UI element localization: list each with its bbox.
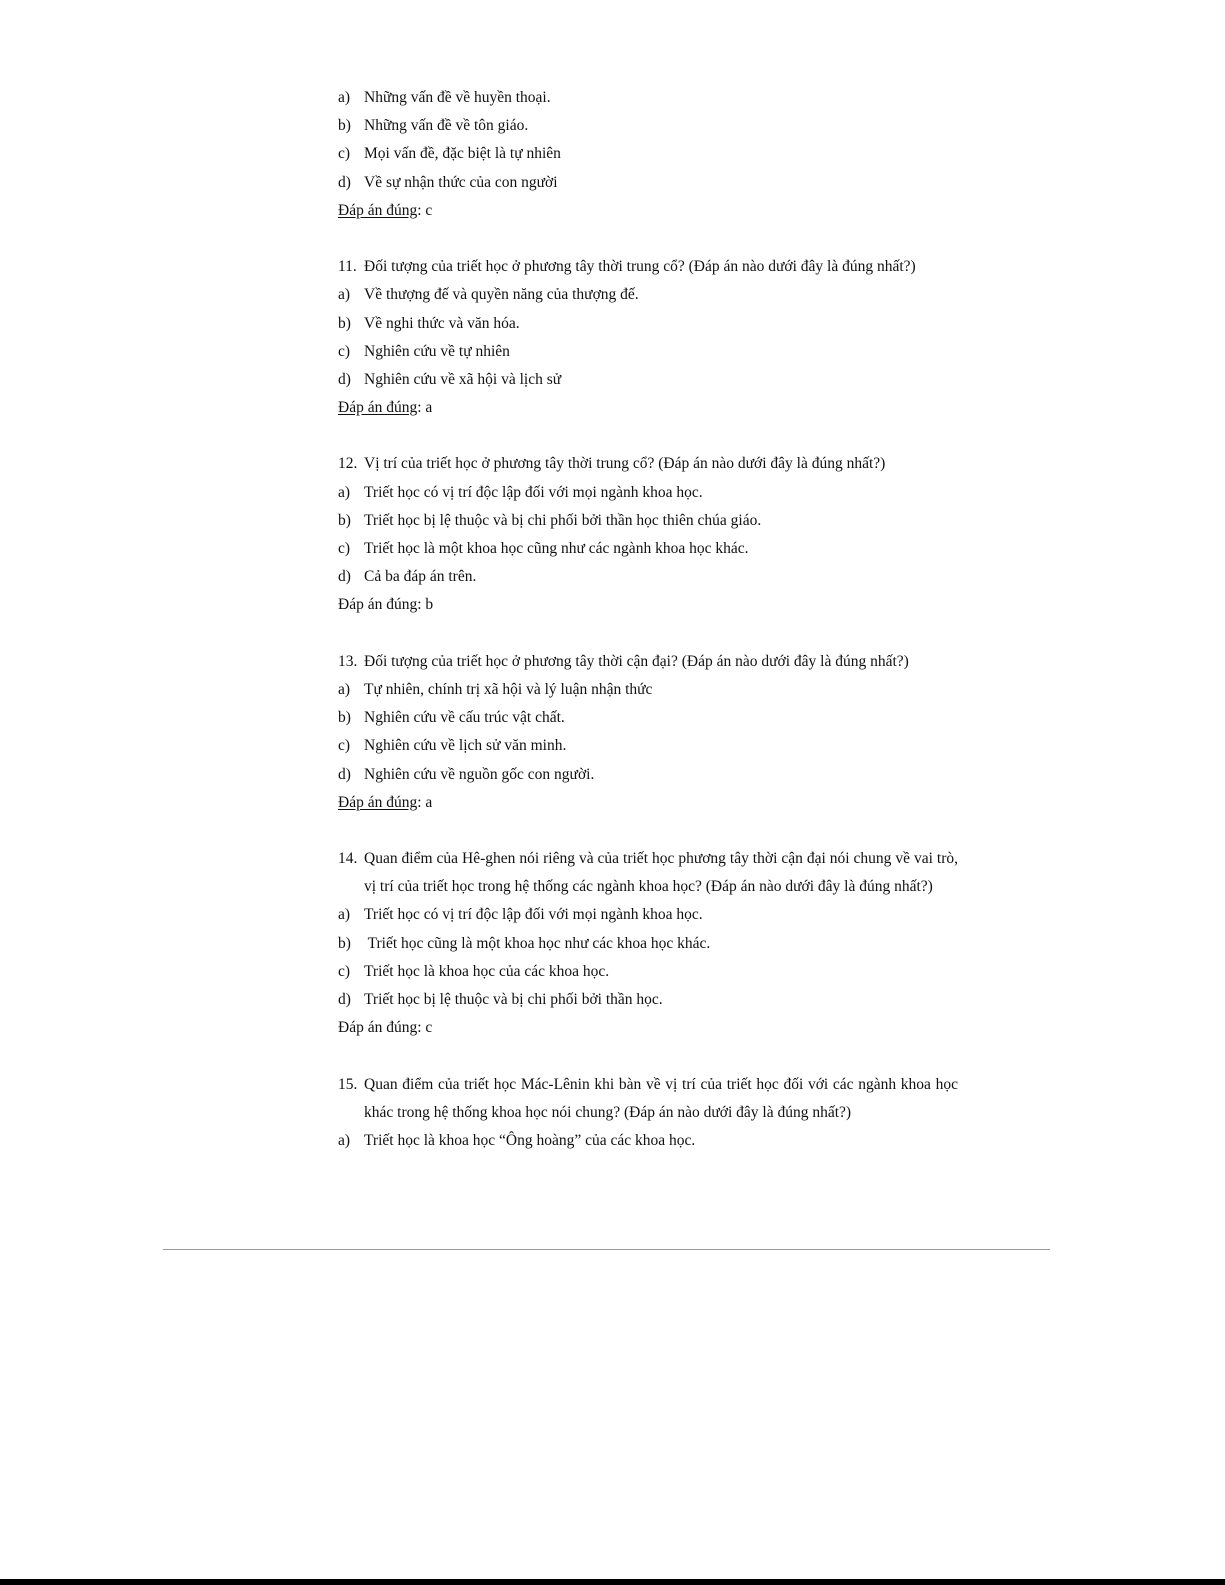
option-text: Những vấn đề về tôn giáo. — [364, 117, 529, 135]
option-marker: a) — [338, 1132, 351, 1149]
question-14 — [338, 845, 958, 901]
option-text: Nghiên cứu về nguồn gốc con người. — [364, 765, 595, 783]
spacer — [338, 422, 958, 450]
answer-line — [338, 591, 958, 619]
question-number: 11. — [338, 258, 357, 276]
answer-label: Đáp án đúng — [338, 201, 418, 219]
question-text: Đối tượng của triết học ở phương tây thời trung cổ? (Đáp án nào dưới đây là đúng nhất?) — [364, 258, 916, 276]
option-b — [338, 112, 958, 140]
option-marker: c) — [338, 737, 351, 755]
footer-divider — [163, 1249, 1050, 1250]
question-text: Đối tượng của triết học ở phương tây thời cận đại? (Đáp án nào dưới đây là đúng nhất?) — [364, 652, 909, 670]
document-content — [338, 84, 958, 1155]
answer-label: Đáp án đúng — [338, 596, 418, 614]
answer-value: : b — [417, 596, 434, 614]
answer-value: : a — [417, 793, 433, 811]
answer-line — [338, 197, 958, 225]
question-11 — [338, 253, 958, 281]
question-15 — [338, 1071, 958, 1127]
question-number: 13. — [338, 652, 358, 670]
answer-value: : c — [417, 201, 433, 219]
option-text: Nghiên cứu về xã hội và lịch sử — [364, 370, 562, 388]
option-text: Về sự nhận thức của con người — [364, 173, 558, 191]
answer-label: Đáp án đúng — [338, 399, 418, 417]
option-text: Nghiên cứu về tự nhiên — [364, 342, 510, 360]
option-d — [338, 761, 958, 789]
option-d — [338, 366, 958, 394]
question-number: 14. — [338, 850, 358, 868]
option-b — [338, 704, 958, 732]
option-d — [338, 563, 958, 591]
option-marker: c) — [338, 962, 351, 980]
option-a — [338, 1127, 958, 1155]
answer-value: : c — [417, 1019, 433, 1037]
option-text: Tự nhiên, chính trị xã hội và lý luận nhận thức — [364, 680, 653, 698]
option-marker: b) — [338, 117, 351, 135]
option-b — [338, 930, 958, 958]
option-marker: b) — [338, 314, 351, 332]
option-text: Về thượng đế và quyền năng của thượng đế. — [364, 286, 639, 304]
option-marker: c) — [338, 145, 351, 163]
question-13 — [338, 648, 958, 676]
option-a — [338, 281, 958, 309]
option-a — [338, 901, 958, 929]
option-text: Triết học là khoa học của các khoa học. — [364, 962, 610, 980]
answer-line — [338, 394, 958, 422]
option-text: Triết học có vị trí độc lập đối với mọi ngành khoa học. — [364, 906, 703, 924]
option-marker: b) — [338, 709, 351, 727]
question-12 — [338, 450, 958, 478]
option-text: Triết học cũng là một khoa học như các khoa học khác. — [364, 934, 711, 952]
option-c — [338, 958, 958, 986]
option-d — [338, 986, 958, 1014]
bottom-edge-bar — [0, 1579, 1225, 1585]
option-marker: b) — [338, 934, 351, 952]
option-text: Nghiên cứu về cấu trúc vật chất. — [364, 709, 565, 727]
option-d — [338, 169, 958, 197]
option-marker: c) — [338, 540, 351, 557]
question-text: Quan điểm của Hê-ghen nói riêng và của triết học phương tây thời cận đại nói chung về vai trò, vị trí của triết học trong hệ thống các ngành khoa học? (Đáp án nào dưới đây là đúng nhất?) — [364, 850, 958, 896]
answer-value: : a — [417, 399, 433, 417]
option-marker: b) — [338, 511, 351, 529]
option-c — [338, 732, 958, 760]
option-b — [338, 507, 958, 535]
option-marker: d) — [338, 370, 351, 388]
option-text: Triết học có vị trí độc lập đối với mọi ngành khoa học. — [364, 483, 703, 501]
option-text: Về nghi thức và văn hóa. — [364, 314, 520, 332]
option-a — [338, 479, 958, 507]
answer-label: Đáp án đúng — [338, 793, 418, 811]
answer-label: Đáp án đúng — [338, 1019, 418, 1037]
option-text: Triết học bị lệ thuộc và bị chi phối bởi thần học thiên chúa giáo. — [364, 511, 762, 529]
option-c — [338, 535, 958, 563]
spacer — [338, 620, 958, 648]
option-marker: d) — [338, 765, 351, 783]
spacer — [338, 817, 958, 845]
option-text: Triết học là một khoa học cũng như các ngành khoa học khác. — [364, 540, 749, 557]
question-text: Vị trí của triết học ở phương tây thời trung cổ? (Đáp án nào dưới đây là đúng nhất?) — [364, 455, 886, 473]
answer-line — [338, 789, 958, 817]
option-c — [338, 140, 958, 168]
question-number: 12. — [338, 455, 358, 473]
option-marker: c) — [338, 342, 351, 360]
option-marker: d) — [338, 173, 351, 191]
option-b — [338, 310, 958, 338]
option-marker: d) — [338, 991, 351, 1009]
option-marker: a) — [338, 286, 351, 304]
option-marker: a) — [338, 906, 351, 924]
option-marker: a) — [338, 89, 351, 106]
option-text: Triết học bị lệ thuộc và bị chi phối bởi thần học. — [364, 991, 663, 1009]
option-c — [338, 338, 958, 366]
option-text: Nghiên cứu về lịch sử văn minh. — [364, 737, 567, 755]
option-marker: a) — [338, 483, 351, 501]
option-text: Mọi vấn đề, đặc biệt là tự nhiên — [364, 145, 561, 163]
option-marker: a) — [338, 680, 351, 698]
option-marker: d) — [338, 568, 351, 586]
option-text: Cả ba đáp án trên. — [364, 568, 477, 586]
spacer — [338, 225, 958, 253]
option-text: Những vấn đề về huyền thoại. — [364, 89, 551, 106]
spacer — [338, 1042, 958, 1070]
answer-line — [338, 1014, 958, 1042]
question-number: 15. — [338, 1075, 358, 1093]
option-text: Triết học là khoa học “Ông hoàng” của các khoa học. — [364, 1132, 696, 1149]
option-a — [338, 676, 958, 704]
question-text: Quan điểm của triết học Mác-Lênin khi bàn về vị trí của triết học đối với các ngành khoa học khác trong hệ thống khoa học nói chung? (Đáp án nào dưới đây là đúng nhất?) — [364, 1075, 958, 1121]
option-a — [338, 84, 958, 112]
